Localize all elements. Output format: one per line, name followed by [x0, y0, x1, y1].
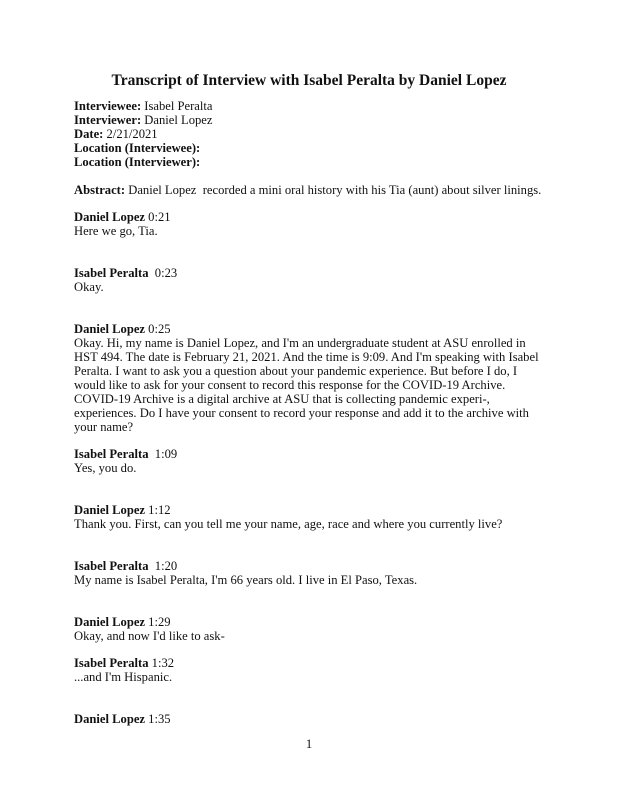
speaker: Daniel Lopez: [74, 503, 146, 517]
meta-location-interviewer: Location (Interviewer):: [74, 155, 201, 169]
meta-interviewer: Interviewer: Daniel Lopez: [74, 113, 213, 127]
turn: Daniel Lopez 1:12 Thank you. First, can you tell me your name, age, race and where you currently live?: [74, 503, 503, 531]
speaker: Isabel Peralta: [74, 559, 149, 573]
speaker: Isabel Peralta: [74, 656, 149, 670]
speaker: Isabel Peralta: [74, 266, 149, 280]
meta-interviewee: Interviewee: Isabel Peralta: [74, 99, 213, 113]
metadata-block: [74, 99, 554, 169]
turn: Daniel Lopez 0:21 Here we go, Tia.: [74, 210, 171, 238]
speaker: Isabel Peralta: [74, 447, 149, 461]
page-number: 1: [305, 737, 313, 751]
speaker: Daniel Lopez: [74, 322, 146, 336]
speaker: Daniel Lopez: [74, 615, 146, 629]
meta-date: Date: 2/21/2021: [74, 127, 158, 141]
turn: Daniel Lopez 0:25 Okay. Hi, my name is Daniel Lopez, and I'm an undergraduate student at ASU enrolled in HST 494. The date is February 21, 2021. And the time is 9:09. And I'm speaking with Isabel Peralta. I want to ask you a question about your pandemic experience. But before I do, I would like to ask for your consent to record this response for the COVID-19 Archive. COVID-19 Archive is a digital archive at ASU that is collecting pandemic experi-, experiences. Do I have your consent to record your response and add it to the archive with your name?: [74, 322, 539, 434]
document-title: Transcript of Interview with Isabel Peralta by Daniel Lopez: [111, 72, 507, 89]
meta-location-interviewee: Location (Interviewee):: [74, 141, 201, 155]
abstract: Abstract: Daniel Lopez recorded a mini oral history with his Tia (aunt) about silver linings.: [74, 183, 542, 197]
turn: Isabel Peralta 1:32 ...and I'm Hispanic.: [74, 656, 175, 684]
turn: Daniel Lopez 1:29 Okay, and now I'd like to ask-: [74, 615, 225, 643]
turn: Isabel Peralta 0:23 Okay.: [74, 266, 178, 294]
turn: Daniel Lopez 1:35: [74, 712, 171, 726]
turn: Isabel Peralta 1:09 Yes, you do.: [74, 447, 178, 475]
speaker: Daniel Lopez: [74, 712, 146, 726]
speaker: Daniel Lopez: [74, 210, 146, 224]
turn: Isabel Peralta 1:20 My name is Isabel Peralta, I'm 66 years old. I live in El Paso, Texas.: [74, 559, 418, 587]
